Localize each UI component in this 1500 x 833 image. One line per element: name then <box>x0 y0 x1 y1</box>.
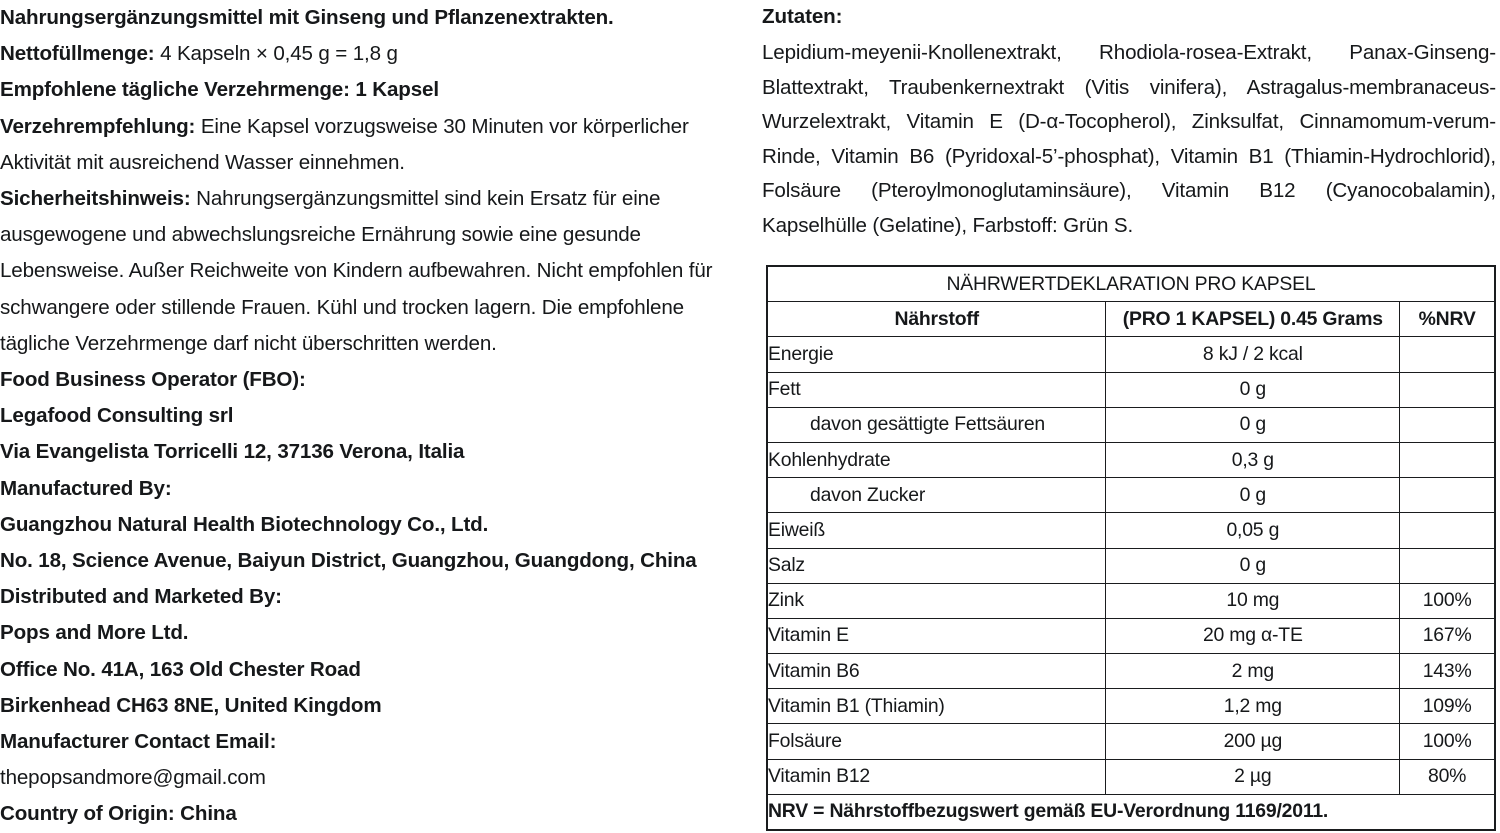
daily-dose-line <box>0 72 748 108</box>
nutrition-table-row <box>767 442 1495 477</box>
nutrient-amount-cell: 0 g <box>1106 372 1400 407</box>
nutrition-table-row <box>767 513 1495 548</box>
contact-email-heading: Manufacturer Contact Email: <box>0 730 277 754</box>
safety-warning-label: Sicherheitshinweis: <box>0 187 191 211</box>
distributor-name: Pops and More Ltd. <box>0 621 189 645</box>
nutrient-nrv-cell: 143% <box>1400 654 1495 689</box>
nutrient-nrv-cell <box>1400 337 1495 372</box>
nutrient-name-cell: Folsäure <box>767 724 1106 759</box>
nutrition-table-row <box>767 372 1495 407</box>
ingredients-list-text: Lepidium-meyenii-Knollenextrakt, Rhodiola-rosea-Extrakt, Panax-Ginseng-Blattextrakt, Traubenkernextrakt (Vitis vinifera), Astragalus-membranaceus-Wurzelextrakt, Vitamin E (D-α-Tocopherol), Zinksulfat, Cinnamomum-verum-Rinde, Vitamin B6 (Pyridoxal-5’-phosphat), Vitamin B1 (Thiamin-Hydrochlorid), Folsäure (Pteroylmonoglutaminsäure), Vitamin B12 (Cyanocobalamin), Kapselhülle (Gelatine), Farbstoff: Grün S. <box>762 41 1496 237</box>
column-header-nutrient: Nährstoff <box>767 302 1106 337</box>
column-header-nrv: %NRV <box>1400 302 1495 337</box>
nutrition-table-row <box>767 724 1495 759</box>
directions-paragraph <box>0 109 748 181</box>
nutrition-table-title-row <box>767 266 1495 302</box>
nutrient-nrv-cell: 100% <box>1400 583 1495 618</box>
nutrient-name-cell: Fett <box>767 372 1106 407</box>
nutrient-amount-cell: 1,2 mg <box>1106 689 1400 724</box>
safety-warning-paragraph <box>0 181 748 362</box>
nutrient-nrv-cell: 109% <box>1400 689 1495 724</box>
distributed-by-heading: Distributed and Marketed By: <box>0 585 282 609</box>
distributor-address-line-2: Birkenhead CH63 8NE, United Kingdom <box>0 693 382 717</box>
nutrient-name-cell: Eiweiß <box>767 513 1106 548</box>
fbo-company-name: Legafood Consulting srl <box>0 404 234 428</box>
nutrient-name-cell: Energie <box>767 337 1106 372</box>
nutrition-table-row <box>767 583 1495 618</box>
nutrient-nrv-cell <box>1400 513 1495 548</box>
nutrient-name-cell: Vitamin E <box>767 618 1106 653</box>
column-header-amount: (PRO 1 KAPSEL) 0.45 Grams <box>1106 302 1400 337</box>
nutrition-table-row <box>767 548 1495 583</box>
nutrient-amount-cell: 2 µg <box>1106 759 1400 794</box>
nutrition-table-header-row <box>767 302 1495 337</box>
label-right-column <box>762 0 1500 827</box>
nutrient-amount-cell: 8 kJ / 2 kcal <box>1106 337 1400 372</box>
nutrient-nrv-cell <box>1400 478 1495 513</box>
nutrient-amount-cell: 0 g <box>1106 407 1400 442</box>
distributor-address-line-1: Office No. 41A, 163 Old Chester Road <box>0 657 361 681</box>
nutrient-nrv-cell <box>1400 548 1495 583</box>
nutrient-name-cell: Zink <box>767 583 1106 618</box>
nutrition-table-row <box>767 689 1495 724</box>
product-intro-label: Nahrungsergänzungsmittel mit Ginseng und Pflanzenextrakten. <box>0 6 614 29</box>
nutrient-amount-cell: 20 mg α-TE <box>1106 618 1400 653</box>
manufacturer-address: No. 18, Science Avenue, Baiyun District, Guangzhou, Guangdong, China <box>0 549 697 573</box>
nutrient-amount-cell: 10 mg <box>1106 583 1400 618</box>
nutrient-name-cell: davon Zucker <box>767 478 1106 513</box>
ingredients-heading: Zutaten: <box>762 5 843 28</box>
nutrient-amount-cell: 200 µg <box>1106 724 1400 759</box>
fbo-address: Via Evangelista Torricelli 12, 37136 Verona, Italia <box>0 440 465 464</box>
net-quantity-line <box>0 36 748 72</box>
nutrient-nrv-cell <box>1400 442 1495 477</box>
contact-email-address: thepopsandmore@gmail.com <box>0 766 266 790</box>
label-left-column <box>0 0 748 827</box>
country-of-origin: Country of Origin: China <box>0 802 237 826</box>
nutrient-amount-cell: 0,05 g <box>1106 513 1400 548</box>
nutrient-nrv-cell: 167% <box>1400 618 1495 653</box>
nutrition-table-row <box>767 618 1495 653</box>
nutrient-amount-cell: 0 g <box>1106 478 1400 513</box>
nutrient-name-cell: Vitamin B12 <box>767 759 1106 794</box>
nutrient-name-cell: Vitamin B1 (Thiamin) <box>767 689 1106 724</box>
nutrition-table-container <box>766 265 1496 831</box>
directions-value: Eine Kapsel vorzugsweise 30 Minuten vor körperlicher Aktivität mit ausreichend Wasser einnehmen. <box>0 114 689 174</box>
nutrient-name-cell: Kohlenhydrate <box>767 442 1106 477</box>
nutrition-table-footnote-row <box>767 794 1495 830</box>
nutrition-table-row <box>767 407 1495 442</box>
nutrient-amount-cell: 0,3 g <box>1106 442 1400 477</box>
nutrient-amount-cell: 0 g <box>1106 548 1400 583</box>
product-intro-text <box>0 0 748 36</box>
nutrient-name-cell: davon gesättigte Fettsäuren <box>767 407 1106 442</box>
safety-warning-value: Nahrungsergänzungsmittel sind kein Ersatz für eine ausgewogene und abwechslungsreiche Ernährung sowie eine gesunde Lebensweise. Außer Reichweite von Kindern aufbewahren. Nicht empfohlen für schwangere oder stillende Frauen. Kühl und trocken lagern. Die empfohlene tägliche Verzehrmenge darf nicht überschritten werden. <box>0 187 713 355</box>
nutrient-name-cell: Vitamin B6 <box>767 654 1106 689</box>
nutrition-table-title: NÄHRWERTDEKLARATION PRO KAPSEL <box>767 266 1495 302</box>
nrv-footnote: NRV = Nährstoffbezugswert gemäß EU-Verordnung 1169/2011. <box>767 794 1495 830</box>
nutrient-nrv-cell: 80% <box>1400 759 1495 794</box>
nutrition-table-row <box>767 654 1495 689</box>
nutrition-declaration-table <box>766 265 1496 831</box>
net-quantity-value: 4 Kapseln × 0,45 g = 1,8 g <box>154 42 398 66</box>
net-quantity-label: Nettofüllmenge: <box>0 42 155 66</box>
nutrient-nrv-cell <box>1400 372 1495 407</box>
nutrient-amount-cell: 2 mg <box>1106 654 1400 689</box>
nutrition-table-body <box>767 266 1495 830</box>
nutrient-name-cell: Salz <box>767 548 1106 583</box>
nutrient-nrv-cell <box>1400 407 1495 442</box>
manufactured-by-heading: Manufactured By: <box>0 476 172 500</box>
nutrient-nrv-cell: 100% <box>1400 724 1495 759</box>
nutrition-table-row <box>767 478 1495 513</box>
nutrition-table-row <box>767 337 1495 372</box>
directions-label: Verzehrempfehlung: <box>0 114 196 138</box>
daily-dose-label: Empfohlene tägliche Verzehrmenge: 1 Kapsel <box>0 78 439 102</box>
nutrition-table-row <box>767 759 1495 794</box>
fbo-heading: Food Business Operator (FBO): <box>0 368 306 392</box>
manufacturer-name: Guangzhou Natural Health Biotechnology Co., Ltd. <box>0 512 489 536</box>
